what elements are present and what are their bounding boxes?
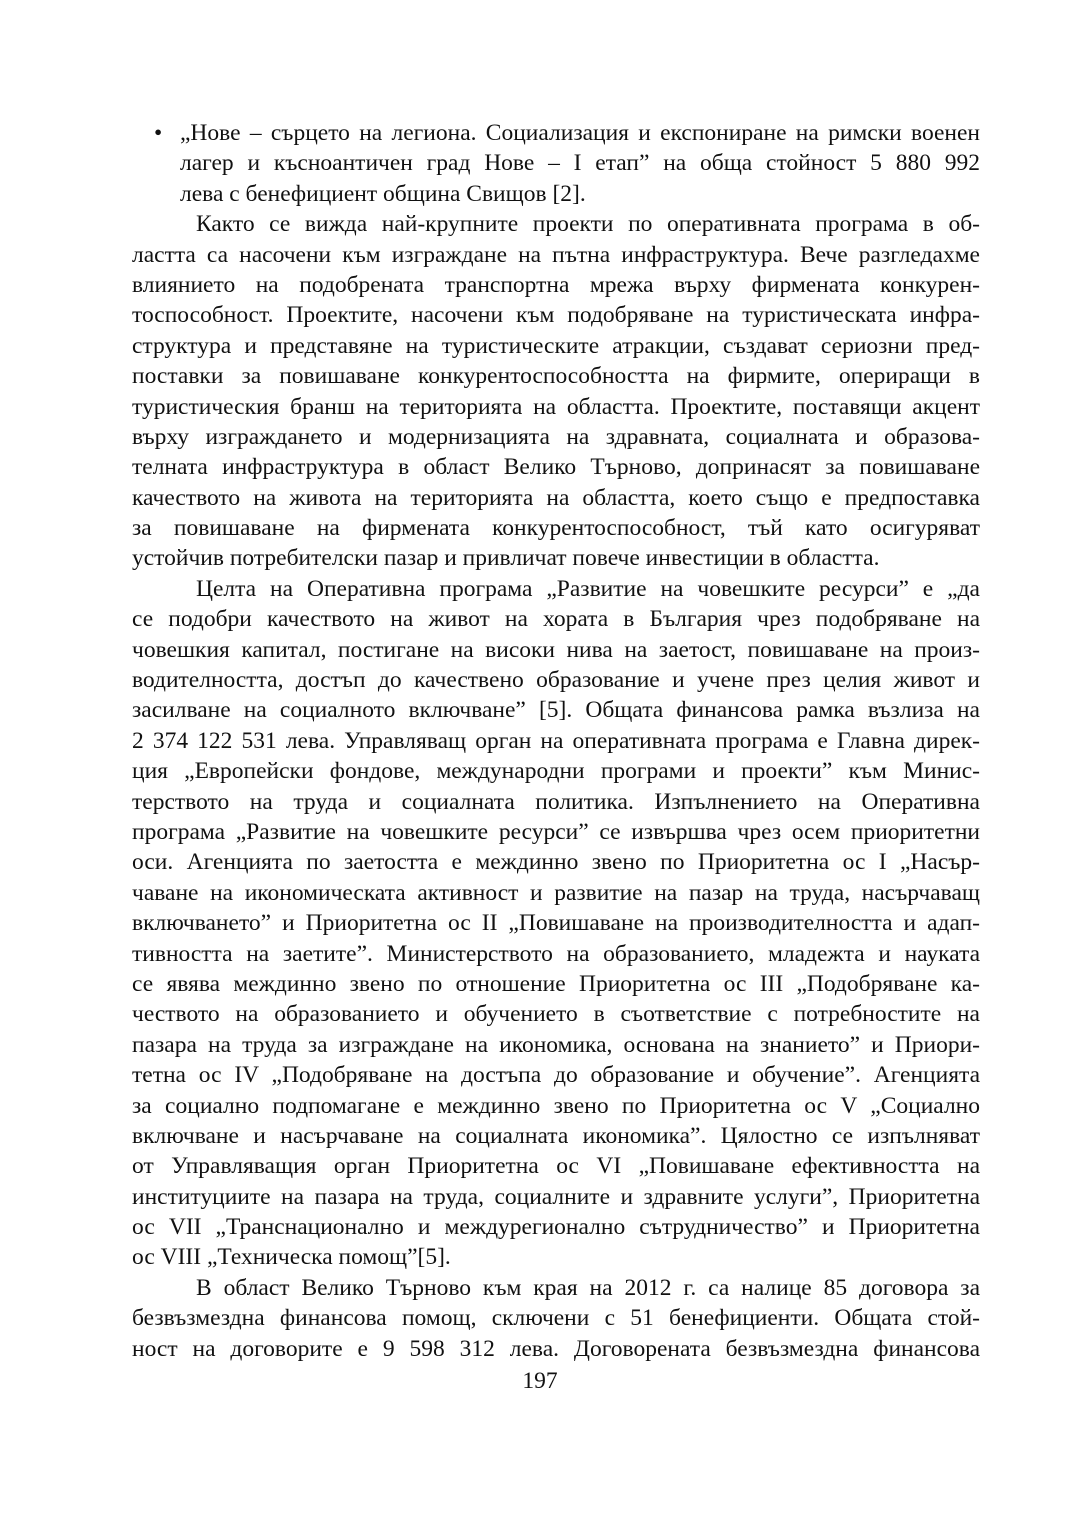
- text-line: телната инфраструктура в област Велико Търново, допринасят за повишаване: [132, 454, 980, 481]
- text-line: за повишаване на фирмената конкурентоспособност, тъй като осигуряват: [132, 515, 980, 542]
- text-line: лагер и късноантичен град Нове – I етап” на обща стойност 5 880 992: [180, 150, 980, 177]
- text-line: засилване на социалното включване” [5]. Общата финансова рамка възлиза на: [132, 697, 980, 724]
- text-line: тоспособност. Проектите, насочени към подобряване на туристическата инфра-: [132, 302, 980, 329]
- text-line: „Нове – сърцето на легиона. Социализация и експониране на римски военен: [180, 120, 980, 146]
- text-line: туристическия бранш на територията на областта. Проектите, поставящи акцент: [132, 393, 980, 420]
- text-line: се подобри качеството на живот на хората в България чрез подобряване на: [132, 606, 980, 633]
- text-line: поставки за повишаване конкурентоспособността на фирмите, опериращи в: [132, 363, 980, 390]
- text-line: върху изграждането и модернизацията на здравната, социалната и образова-: [132, 423, 980, 450]
- text-line: водителността, достъп до качествено образование и учене през целия живот и: [132, 667, 980, 694]
- text-line: ция „Европейски фондове, международни програми и проекти” към Минис-: [132, 758, 980, 785]
- text-line: устойчив потребителски пазар и привличат повече инвестиции в областта.: [132, 545, 880, 572]
- text-line: 2 374 122 531 лева. Управляващ орган на оперативната програма е Главна дирек-: [132, 727, 980, 754]
- page-body: [132, 118, 980, 1364]
- text-line: оси. Агенцията по заетостта е междинно звено по Приоритетна ос I „Насър-: [132, 849, 980, 876]
- paragraph-major-projects: [132, 209, 980, 574]
- paragraph-veliko-tarnovo-contracts: [132, 1273, 980, 1364]
- bullet-marker: •: [154, 120, 163, 146]
- text-line: В област Велико Търново към края на 2012 г. са налице 85 договора за: [196, 1274, 980, 1301]
- text-line: структура и представяне на туристическите атракции, създават сериозни пред-: [132, 332, 980, 359]
- text-line: тивността на заетите”. Министерството на образованието, младежта и науката: [132, 940, 980, 967]
- paragraph-human-resources-program: [132, 574, 980, 1273]
- text-line: човешкия капитал, постигане на високи нива на заетост, повишаване на произ-: [132, 636, 980, 663]
- text-line: от Управляващия орган Приоритетна ос VI „Повишаване ефективността на: [132, 1153, 980, 1180]
- text-line: Целта на Оперативна програма „Развитие на човешките ресурси” е „да: [196, 575, 980, 602]
- text-line: чаване на икономическата активност и развитие на пазар на труда, насърчаващ: [132, 879, 980, 906]
- text-line: институциите на пазара на труда, социалните и здравните услуги”, Приоритетна: [132, 1183, 980, 1210]
- text-line: ос VII „Транснационално и междурегионално сътрудничество” и Приоритетна: [132, 1214, 980, 1241]
- text-line: включването” и Приоритетна ос II „Повишаване на производителността и адап-: [132, 910, 980, 937]
- text-line: програма „Развитие на човешките ресурси” се извършва чрез осем приоритетни: [132, 818, 980, 845]
- text-line: за социално подпомагане е междинно звено по Приоритетна ос V „Социално: [132, 1092, 980, 1119]
- text-line: пазара на труда за изграждане на икономика, основана на знанието” и Приори-: [132, 1031, 980, 1058]
- bullet-item: [132, 118, 980, 209]
- text-line: ос VIII „Техническа помощ”[5].: [132, 1244, 451, 1271]
- page-number: 197: [522, 1368, 558, 1394]
- text-line: лева с бенефициент община Свищов [2].: [180, 180, 586, 207]
- text-line: безвъзмездна финансова помощ, сключени с 51 бенефициенти. Общата стой-: [132, 1305, 980, 1332]
- text-line: ност на договорите е 9 598 312 лева. Договорената безвъзмездна финансова: [132, 1335, 980, 1362]
- text-line: качеството на живота на територията на областта, което също е предпоставка: [132, 484, 980, 511]
- text-line: тетна ос IV „Подобряване на достъпа до образование и обучение”. Агенцията: [132, 1062, 980, 1089]
- text-line: чеството на образованието и обучението в съответствие с потребностите на: [132, 1001, 980, 1028]
- text-line: включване и насърчаване на социалната икономика”. Цялостно се изпълняват: [132, 1122, 980, 1149]
- text-line: влиянието на подобрената транспортна мрежа върху фирмената конкурен-: [132, 271, 980, 298]
- text-line: терството на труда и социалната политика. Изпълнението на Оперативна: [132, 788, 980, 815]
- text-line: ластта са насочени към изграждане на пътна инфраструктура. Вече разгледахме: [132, 241, 980, 268]
- text-line: Както се вижда най-крупните проекти по оперативната програма в об-: [196, 211, 980, 238]
- text-line: се явява междинно звено по отношение Приоритетна ос III „Подобряване ка-: [132, 970, 980, 997]
